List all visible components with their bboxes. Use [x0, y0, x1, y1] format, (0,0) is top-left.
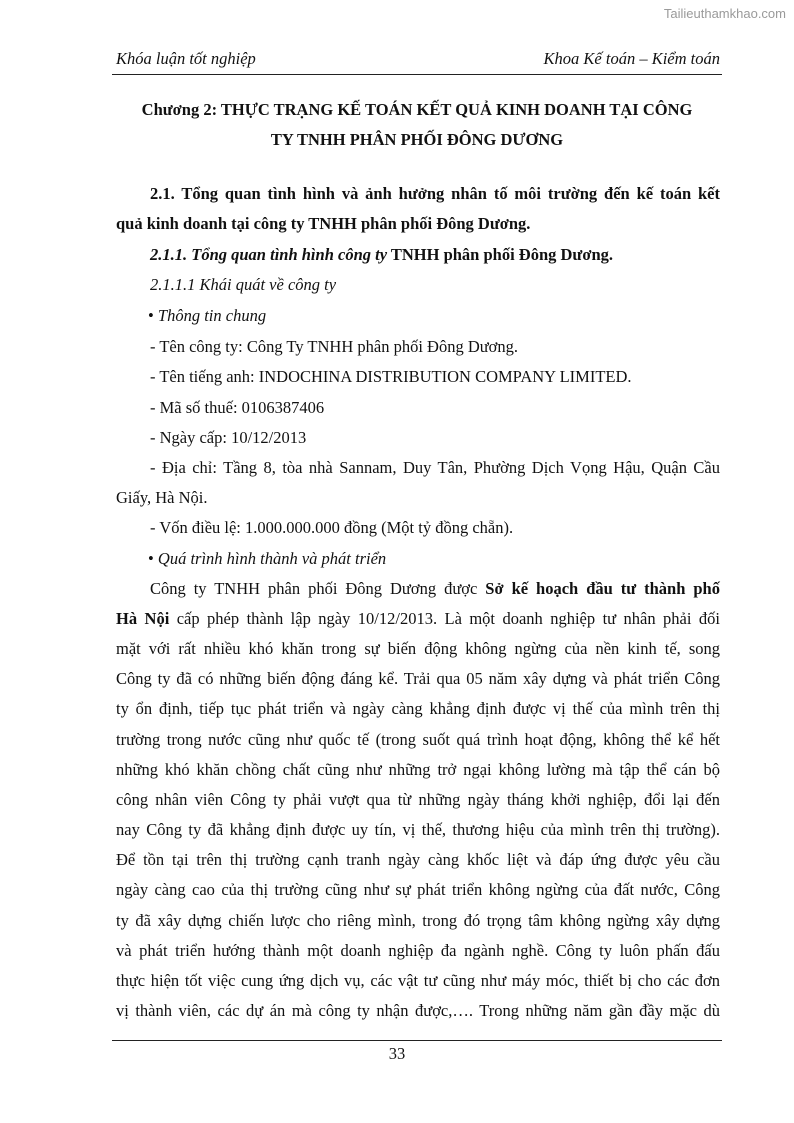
info-date: - Ngày cấp: 10/12/2013 — [150, 428, 307, 447]
header-left: Khóa luận tốt nghiệp — [116, 49, 256, 68]
section-2-1-1 — [150, 244, 720, 266]
bullet-icon: • — [148, 306, 158, 325]
info-address-line2: Giấy, Hà Nội. — [116, 488, 208, 507]
paragraph-line: những khó khăn chồng chất cũng như những trở ngại không lường mà tập thể cán bộ — [116, 760, 720, 779]
paragraph-line: vị thành viên, các dự án mà công ty nhận được,…. Trong những năm gần đầy mặc dù — [116, 1001, 720, 1020]
paragraph-line: Công ty đã có những biến động đáng kể. Trải qua 05 năm xây dựng và phát triển Công — [116, 669, 720, 688]
paragraph-line: ty ổn định, tiếp tục phát triển và ngày càng khẳng định được vị thế của mình trên thị — [116, 699, 720, 718]
paragraph-line: công nhân viên Công ty phải vượt qua từ những ngày tháng khởi nghiệp, đổi lại đến — [116, 790, 720, 809]
bullet-general-text: Thông tin chung — [157, 306, 267, 325]
section-2-1-1-italic: 2.1.1. Tổng quan tình hình công ty — [150, 245, 388, 264]
info-english: - Tên tiếng anh: INDOCHINA DISTRIBUTION COMPANY LIMITED. — [150, 367, 632, 386]
chapter-title — [110, 95, 724, 155]
bullet-icon: • — [148, 549, 158, 568]
bullet-general — [148, 305, 752, 327]
footer-divider — [112, 1040, 722, 1041]
chapter-title-line1: Chương 2: THỰC TRẠNG KẾ TOÁN KẾT QUẢ KINH DOANH TẠI CÔNG — [141, 100, 693, 119]
header-divider — [112, 74, 722, 75]
watermark: Tailieuthamkhao.com — [663, 6, 786, 21]
page-header — [116, 49, 720, 73]
section-2-1-1-rest: TNHH phân phối Đông Dương. — [387, 245, 614, 264]
bullet-history-text: Quá trình hình thành và phát triển — [157, 549, 387, 568]
paragraph-line — [116, 608, 720, 630]
paragraph-line: ty đã xây dựng chiến lược cho riêng mình, trong đó trọng tâm không ngừng xây dựng — [116, 911, 720, 930]
section-2-1-1-1: 2.1.1.1 Khái quát về công ty — [150, 275, 337, 294]
paragraph-line: nay Công ty đã khẳng định được uy tín, vị thế, thương hiệu của mình trên thị trường). — [116, 820, 720, 839]
paragraph-line — [150, 578, 720, 600]
chapter-title-line2: TY TNHH PHÂN PHỐI ĐÔNG DƯƠNG — [270, 130, 564, 149]
paragraph-line: mặt với rất nhiều khó khăn trong sự biến động không ngừng của nền kinh tế, song — [116, 639, 720, 658]
paragraph-bold: Sở kế hoạch đầu tư thành phố — [485, 579, 720, 598]
info-name: - Tên công ty: Công Ty TNHH phân phối Đông Dương. — [150, 337, 519, 356]
section-2-1-line1: 2.1. Tổng quan tình hình và ảnh hưởng nhân tố môi trường đến kế toán kết — [150, 184, 720, 203]
bullet-history — [148, 548, 752, 570]
info-capital: - Vốn điều lệ: 1.000.000.000 đồng (Một tỷ đồng chẵn). — [150, 518, 514, 537]
paragraph-bold: Hà Nội — [116, 609, 170, 628]
paragraph-text: Công ty TNHH phân phối Đông Dương được — [150, 579, 486, 598]
paragraph-line: trường trong nước cũng như quốc tế (trong suốt quá trình hoạt động, không thể kể hết — [116, 730, 720, 749]
paragraph-line: ngày càng cao của thị trường cũng như sự phát triển không ngừng của đất nước, Công — [116, 880, 720, 899]
info-tax: - Mã số thuế: 0106387406 — [150, 398, 325, 417]
paragraph-text: cấp phép thành lập ngày 10/12/2013. Là một doanh nghiệp tư nhân phải đối — [169, 609, 720, 628]
paragraph-line: Để tồn tại trên thị trường cạnh tranh ngày càng khốc liệt và đáp ứng được yêu cầu — [116, 850, 720, 869]
header-right: Khoa Kế toán – Kiểm toán — [543, 49, 720, 68]
info-address-line1: - Địa chỉ: Tầng 8, tòa nhà Sannam, Duy Tân, Phường Dịch Vọng Hậu, Quận Cầu — [150, 458, 720, 477]
paragraph-line: và phát triển hướng thành một doanh nghiệp đa ngành nghề. Công ty luôn phấn đấu — [116, 941, 720, 960]
page-number: 33 — [388, 1044, 406, 1063]
section-2-1-line2: quả kinh doanh tại công ty TNHH phân phối Đông Dương. — [116, 214, 531, 233]
paragraph-line: thực hiện tốt việc cung ứng dịch vụ, các vật tư cũng như máy móc, thiết bị cho các đơn — [116, 971, 720, 990]
